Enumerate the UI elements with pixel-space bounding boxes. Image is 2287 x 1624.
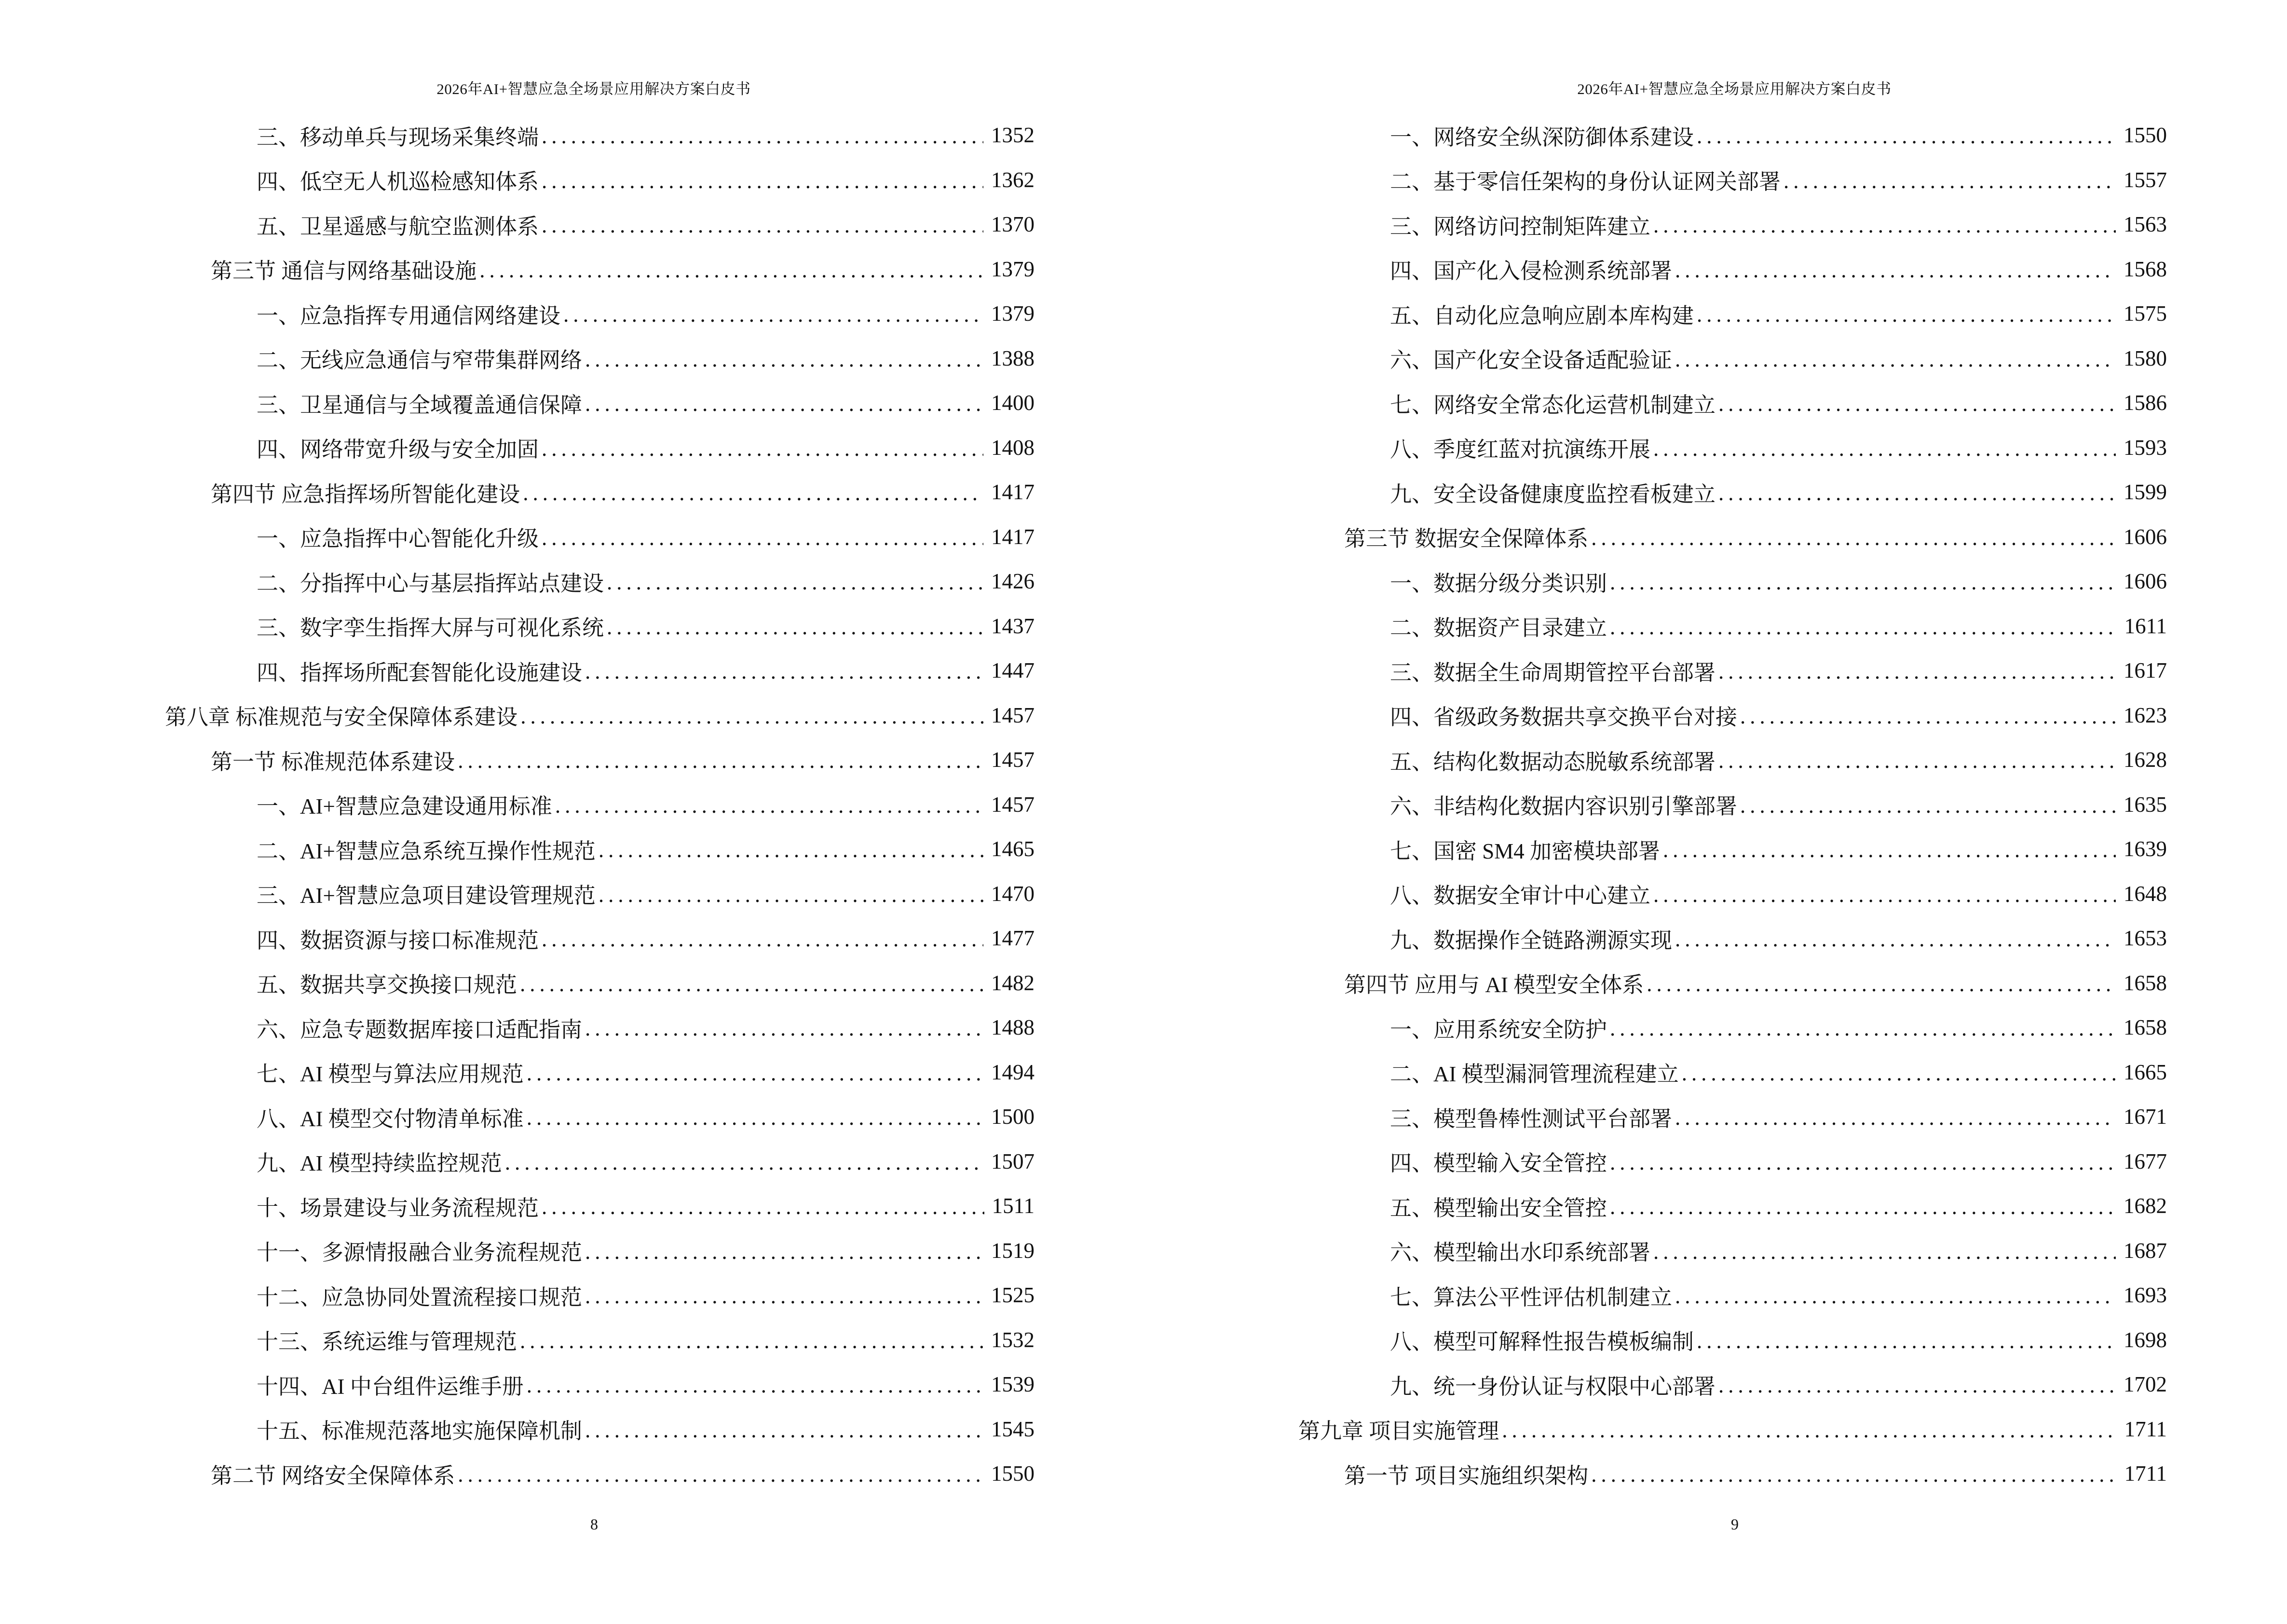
toc-entry-item[interactable] (1298, 336, 2167, 381)
toc-entry-item[interactable] (1298, 291, 2167, 336)
toc-entry-page: 1457 (991, 748, 1035, 772)
dot-leader (1718, 746, 2116, 773)
toc-entry-page: 1388 (991, 346, 1035, 370)
toc-entry-title: 四、指挥场所配套智能化设施建设 (257, 655, 585, 686)
dot-leader (1591, 1460, 2116, 1487)
toc-entry-title: 第四节 应急指挥场所智能化建设 (211, 477, 523, 508)
toc-entry-title: 三、卫星通信与全域覆盖通信保障 (257, 387, 585, 419)
toc-entry-page: 1599 (2124, 480, 2167, 505)
toc-entry-title: 八、数据安全审计中心建立 (1390, 878, 1653, 909)
toc-entry-item[interactable] (1298, 1318, 2167, 1363)
toc-entry-title: 八、季度红蓝对抗演练开展 (1390, 432, 1653, 463)
table-of-contents (165, 113, 1035, 1496)
dot-leader (1653, 880, 2116, 907)
dot-leader (585, 345, 983, 372)
toc-entry-title: 三、网络访问控制矩阵建立 (1390, 209, 1653, 240)
toc-entry-page: 1702 (2124, 1372, 2167, 1397)
toc-entry-title: 三、数字孪生指挥大屏与可视化系统 (257, 610, 607, 641)
toc-entry-title: 七、AI 模型与算法应用规范 (257, 1056, 527, 1088)
toc-entry-page: 1457 (991, 703, 1035, 727)
dot-leader (542, 1192, 984, 1219)
toc-entry-item[interactable] (165, 515, 1035, 560)
dot-leader (1718, 657, 2116, 684)
toc-entry-section[interactable] (165, 247, 1035, 292)
dot-leader (1653, 211, 2116, 238)
dot-leader (555, 791, 983, 818)
toc-entry-title: 一、应急指挥中心智能化升级 (257, 521, 542, 552)
toc-entry-page: 1500 (991, 1105, 1035, 1129)
toc-entry-page: 1606 (2124, 569, 2167, 594)
toc-entry-item[interactable] (165, 648, 1035, 693)
dot-leader (1682, 1059, 2116, 1086)
toc-entry-item[interactable] (165, 336, 1035, 381)
toc-entry-chapter[interactable] (1298, 1407, 2167, 1452)
toc-entry-title: 第三节 通信与网络基础设施 (211, 253, 479, 285)
toc-entry-item[interactable] (165, 1139, 1035, 1184)
dot-leader (585, 1416, 983, 1443)
toc-entry-page: 1379 (991, 301, 1035, 326)
dot-leader (1675, 1103, 2116, 1130)
toc-entry-title: 十三、系统运维与管理规范 (257, 1324, 520, 1355)
toc-entry-page: 1682 (2124, 1194, 2167, 1218)
toc-entry-item[interactable] (165, 158, 1035, 203)
toc-entry-title: 五、结构化数据动态脱敏系统部署 (1390, 744, 1718, 776)
right-page (1144, 0, 2287, 1624)
dot-leader (1610, 1014, 2116, 1041)
dot-leader (1675, 256, 2116, 283)
toc-entry-title: 五、数据共享交换接口规范 (257, 967, 520, 998)
toc-entry-item[interactable] (165, 604, 1035, 649)
dot-leader (599, 835, 983, 862)
toc-entry-title: 二、无线应急通信与窄带集群网络 (257, 342, 585, 374)
toc-entry-page: 1465 (991, 837, 1035, 861)
dot-leader (1502, 1416, 2116, 1443)
toc-entry-item[interactable] (1298, 648, 2167, 693)
toc-entry-title: 第三节 数据安全保障体系 (1344, 521, 1591, 552)
toc-entry-page: 1639 (2124, 837, 2167, 861)
toc-entry-title: 第一节 标准规范体系建设 (211, 744, 458, 776)
toc-entry-page: 1488 (991, 1015, 1035, 1040)
dot-leader (1740, 702, 2116, 729)
toc-entry-page: 1352 (991, 123, 1035, 148)
toc-entry-item[interactable] (1298, 737, 2167, 782)
toc-entry-page: 1482 (991, 970, 1035, 995)
toc-entry-item[interactable] (1298, 247, 2167, 292)
toc-entry-item[interactable] (1298, 1228, 2167, 1273)
toc-entry-title: 四、省级政务数据共享交换平台对接 (1390, 699, 1740, 731)
table-of-contents (1298, 113, 2167, 1496)
toc-entry-title: 三、模型鲁棒性测试平台部署 (1390, 1101, 1675, 1133)
page-number: 9 (1731, 1515, 1739, 1533)
toc-entry-title: 五、自动化应急响应剧本库构建 (1390, 298, 1697, 329)
toc-entry-page: 1658 (2124, 970, 2167, 995)
toc-entry-page: 1437 (991, 614, 1035, 638)
dot-leader (458, 1460, 983, 1487)
toc-entry-page: 1426 (991, 569, 1035, 594)
toc-entry-title: 第八章 标准规范与安全保障体系建设 (165, 699, 520, 731)
toc-entry-section[interactable] (1298, 961, 2167, 1006)
toc-entry-page: 1545 (991, 1417, 1035, 1441)
toc-entry-title: 一、应急指挥专用通信网络建设 (257, 298, 563, 329)
toc-entry-page: 1568 (2124, 257, 2167, 281)
toc-entry-section[interactable] (165, 737, 1035, 782)
toc-entry-title: 三、移动单兵与现场采集终端 (257, 120, 542, 151)
toc-entry-title: 九、安全设备健康度监控看板建立 (1390, 477, 1718, 508)
toc-entry-page: 1635 (2124, 792, 2167, 817)
toc-entry-title: 五、模型输出安全管控 (1390, 1190, 1610, 1222)
dot-leader (505, 1148, 983, 1175)
toc-entry-page: 1550 (991, 1461, 1035, 1486)
toc-entry-title: 第二节 网络安全保障体系 (211, 1458, 458, 1489)
toc-entry-item[interactable] (1298, 872, 2167, 916)
toc-entry-title: 四、模型输入安全管控 (1390, 1146, 1610, 1177)
dot-leader (542, 925, 983, 952)
toc-entry-item[interactable] (1298, 916, 2167, 961)
dot-leader (527, 1103, 983, 1130)
toc-entry-item[interactable] (165, 961, 1035, 1006)
toc-entry-item[interactable] (165, 827, 1035, 872)
toc-entry-item[interactable] (165, 1228, 1035, 1273)
toc-entry-page: 1671 (2124, 1105, 2167, 1129)
toc-entry-item[interactable] (165, 1273, 1035, 1318)
toc-entry-item[interactable] (1298, 1094, 2167, 1139)
toc-entry-page: 1400 (991, 391, 1035, 415)
toc-entry-item[interactable] (1298, 604, 2167, 649)
toc-entry-item[interactable] (165, 916, 1035, 961)
toc-entry-page: 1611 (2124, 614, 2167, 638)
toc-entry-page: 1586 (2124, 391, 2167, 415)
toc-entry-item[interactable] (1298, 1139, 2167, 1184)
toc-entry-item[interactable] (1298, 782, 2167, 827)
toc-entry-title: 十一、多源情报融合业务流程规范 (257, 1235, 585, 1266)
dot-leader (458, 746, 983, 773)
dot-leader (1718, 389, 2116, 416)
toc-entry-page: 1693 (2124, 1283, 2167, 1308)
toc-entry-item[interactable] (1298, 1184, 2167, 1228)
toc-entry-item[interactable] (165, 782, 1035, 827)
toc-entry-section[interactable] (165, 470, 1035, 515)
dot-leader (1675, 345, 2116, 372)
toc-entry-item[interactable] (1298, 1050, 2167, 1095)
toc-entry-page: 1532 (991, 1327, 1035, 1352)
toc-entry-title: 第四节 应用与 AI 模型安全体系 (1344, 967, 1647, 998)
toc-entry-item[interactable] (165, 113, 1035, 158)
toc-entry-page: 1539 (991, 1372, 1035, 1397)
toc-entry-title: 六、应急专题数据库接口适配指南 (257, 1012, 585, 1043)
toc-entry-title: 四、低空无人机巡检感知体系 (257, 164, 542, 195)
dot-leader (479, 256, 983, 283)
toc-entry-title: 十四、AI 中台组件运维手册 (257, 1369, 527, 1400)
dot-leader (542, 434, 983, 461)
toc-entry-page: 1575 (2124, 301, 2167, 326)
dot-leader (1610, 1148, 2116, 1175)
dot-leader (585, 1237, 983, 1264)
toc-entry-title: 六、非结构化数据内容识别引擎部署 (1390, 789, 1740, 820)
toc-entry-item[interactable] (1298, 425, 2167, 470)
toc-entry-page: 1593 (2124, 435, 2167, 460)
dot-leader (585, 657, 983, 684)
toc-entry-item[interactable] (165, 1050, 1035, 1095)
dot-leader (1697, 1326, 2116, 1353)
toc-entry-page: 1417 (991, 480, 1035, 505)
toc-entry-title: 二、数据资产目录建立 (1390, 610, 1610, 641)
toc-entry-page: 1417 (991, 524, 1035, 549)
toc-entry-title: 一、网络安全纵深防御体系建设 (1390, 120, 1697, 151)
toc-entry-page: 1665 (2124, 1060, 2167, 1084)
dot-leader (563, 300, 983, 327)
toc-entry-title: 一、AI+智慧应急建设通用标准 (257, 789, 555, 820)
dot-leader (527, 1059, 983, 1086)
toc-entry-title: 七、算法公平性评估机制建立 (1390, 1280, 1675, 1311)
toc-entry-item[interactable] (165, 872, 1035, 916)
dot-leader (1591, 523, 2116, 550)
toc-entry-item[interactable] (1298, 1005, 2167, 1050)
dot-leader (520, 1326, 983, 1353)
toc-entry-page: 1477 (991, 926, 1035, 951)
toc-entry-title: 三、数据全生命周期管控平台部署 (1390, 655, 1718, 686)
dot-leader (1610, 613, 2117, 640)
toc-entry-section[interactable] (1298, 1451, 2167, 1496)
dot-leader (1783, 166, 2116, 193)
dot-leader (585, 389, 983, 416)
dot-leader (1718, 478, 2116, 505)
dot-leader (1610, 568, 2116, 595)
dot-leader (1740, 791, 2116, 818)
dot-leader (1697, 122, 2116, 149)
toc-entry-page: 1370 (991, 212, 1035, 237)
toc-entry-page: 1470 (991, 881, 1035, 906)
toc-entry-page: 1648 (2124, 881, 2167, 906)
toc-entry-title: 二、AI 模型漏洞管理流程建立 (1390, 1056, 1682, 1088)
dot-leader (520, 969, 983, 996)
running-header: 2026年AI+智慧应急全场景应用解决方案白皮书 (436, 81, 751, 97)
dot-leader (1718, 1371, 2116, 1398)
dot-leader (1675, 1282, 2116, 1309)
toc-entry-title: 五、卫星遥感与航空监测体系 (257, 209, 542, 240)
dot-leader (1653, 1237, 2116, 1264)
toc-entry-page: 1580 (2124, 346, 2167, 370)
toc-entry-title: 七、网络安全常态化运营机制建立 (1390, 387, 1718, 419)
toc-entry-title: 四、网络带宽升级与安全加固 (257, 432, 542, 463)
toc-entry-item[interactable] (165, 1094, 1035, 1139)
toc-entry-page: 1525 (991, 1283, 1035, 1308)
toc-entry-page: 1408 (991, 435, 1035, 460)
toc-entry-page: 1606 (2124, 524, 2167, 549)
dot-leader (607, 613, 983, 640)
toc-entry-title: 十五、标准规范落地实施保障机制 (257, 1413, 585, 1445)
toc-entry-page: 1628 (2124, 748, 2167, 772)
toc-entry-page: 1658 (2124, 1015, 2167, 1040)
dot-leader (585, 1282, 983, 1309)
toc-entry-page: 1519 (991, 1238, 1035, 1263)
dot-leader (1663, 835, 2116, 862)
toc-entry-item[interactable] (1298, 470, 2167, 515)
dot-leader (523, 478, 983, 505)
dot-leader (542, 122, 983, 149)
dot-leader (585, 1014, 983, 1041)
toc-entry-page: 1494 (991, 1060, 1035, 1084)
toc-entry-item[interactable] (165, 1005, 1035, 1050)
toc-entry-item[interactable] (1298, 381, 2167, 425)
toc-entry-title: 九、AI 模型持续监控规范 (257, 1146, 505, 1177)
toc-entry-title: 六、国产化安全设备适配验证 (1390, 342, 1675, 374)
dot-leader (1675, 925, 2116, 952)
toc-entry-section[interactable] (1298, 515, 2167, 560)
toc-entry-item[interactable] (165, 1407, 1035, 1452)
toc-entry-item[interactable] (165, 1184, 1035, 1228)
toc-entry-page: 1379 (991, 257, 1035, 281)
toc-entry-section[interactable] (165, 1451, 1035, 1496)
toc-entry-page: 1698 (2124, 1327, 2167, 1352)
toc-entry-item[interactable] (165, 1318, 1035, 1363)
dot-leader (542, 166, 983, 193)
toc-entry-item[interactable] (165, 291, 1035, 336)
toc-entry-title: 九、统一身份认证与权限中心部署 (1390, 1369, 1718, 1400)
dot-leader (1647, 969, 2116, 996)
toc-entry-item[interactable] (165, 425, 1035, 470)
toc-entry-title: 一、应用系统安全防护 (1390, 1012, 1610, 1043)
toc-entry-title: 九、数据操作全链路溯源实现 (1390, 923, 1675, 954)
running-header: 2026年AI+智慧应急全场景应用解决方案白皮书 (1577, 81, 1892, 97)
toc-entry-page: 1653 (2124, 926, 2167, 951)
toc-entry-item[interactable] (165, 202, 1035, 247)
toc-entry-page: 1677 (2124, 1149, 2167, 1174)
dot-leader (527, 1371, 983, 1398)
toc-entry-title: 二、基于零信任架构的身份认证网关部署 (1390, 164, 1783, 195)
toc-entry-item[interactable] (165, 559, 1035, 604)
toc-entry-title: 四、数据资源与接口标准规范 (257, 923, 542, 954)
toc-entry-title: 三、AI+智慧应急项目建设管理规范 (257, 878, 599, 909)
toc-entry-page: 1623 (2124, 703, 2167, 727)
toc-entry-page: 1687 (2124, 1238, 2167, 1263)
toc-entry-chapter[interactable] (165, 693, 1035, 738)
toc-entry-item[interactable] (1298, 559, 2167, 604)
dot-leader (1610, 1192, 2116, 1219)
dot-leader (1653, 434, 2116, 461)
toc-entry-page: 1711 (2124, 1417, 2167, 1441)
toc-entry-title: 第九章 项目实施管理 (1298, 1413, 1502, 1445)
toc-entry-item[interactable] (165, 381, 1035, 425)
toc-entry-item[interactable] (1298, 113, 2167, 158)
toc-entry-title: 八、AI 模型交付物清单标准 (257, 1101, 527, 1133)
toc-entry-page: 1557 (2124, 167, 2167, 192)
toc-entry-item[interactable] (1298, 827, 2167, 872)
toc-entry-item[interactable] (165, 1362, 1035, 1407)
toc-entry-page: 1550 (2124, 123, 2167, 148)
toc-entry-item[interactable] (1298, 1362, 2167, 1407)
toc-entry-page: 1711 (2124, 1461, 2167, 1486)
dot-leader (607, 568, 983, 595)
dot-leader (1697, 300, 2116, 327)
dot-leader (542, 211, 983, 238)
toc-entry-title: 一、数据分级分类识别 (1390, 566, 1610, 597)
toc-entry-page: 1563 (2124, 212, 2167, 237)
toc-entry-title: 十二、应急协同处置流程接口规范 (257, 1280, 585, 1311)
dot-leader (520, 702, 983, 729)
toc-entry-page: 1457 (991, 792, 1035, 817)
dot-leader (599, 880, 983, 907)
toc-entry-item[interactable] (1298, 202, 2167, 247)
toc-entry-title: 第一节 项目实施组织架构 (1344, 1458, 1591, 1489)
toc-entry-title: 八、模型可解释性报告模板编制 (1390, 1324, 1697, 1355)
toc-entry-page: 1507 (991, 1149, 1035, 1174)
toc-entry-title: 四、国产化入侵检测系统部署 (1390, 253, 1675, 285)
toc-entry-page: 1362 (991, 167, 1035, 192)
toc-entry-item[interactable] (1298, 158, 2167, 203)
toc-entry-page: 1617 (2124, 658, 2167, 683)
toc-entry-title: 六、模型输出水印系统部署 (1390, 1235, 1653, 1266)
toc-entry-title: 七、国密 SM4 加密模块部署 (1390, 833, 1663, 865)
toc-entry-title: 二、分指挥中心与基层指挥站点建设 (257, 566, 607, 597)
dot-leader (542, 523, 983, 550)
toc-entry-title: 二、AI+智慧应急系统互操作性规范 (257, 833, 599, 865)
toc-entry-item[interactable] (1298, 1273, 2167, 1318)
toc-entry-item[interactable] (1298, 693, 2167, 738)
toc-entry-page: 1447 (991, 658, 1035, 683)
toc-entry-page: 1511 (992, 1194, 1035, 1218)
page-number: 8 (590, 1515, 598, 1533)
toc-entry-title: 十、场景建设与业务流程规范 (257, 1190, 542, 1222)
